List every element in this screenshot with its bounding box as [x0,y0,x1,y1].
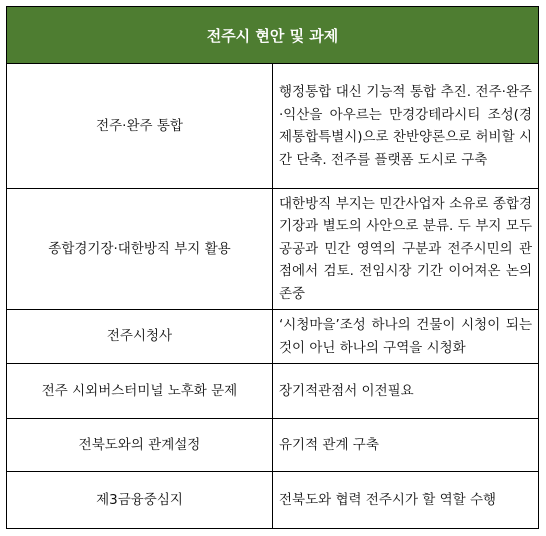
table-row [7,310,539,364]
table-row [7,189,539,310]
table-title: 전주시 현안 및 과제 [7,7,539,64]
table-header-row [7,7,539,64]
row-topic: 제3금융중심지 [7,472,273,529]
row-topic: 종합경기장·대한방직 부지 활용 [7,189,273,310]
table-row [7,64,539,189]
table-row [7,472,539,529]
table-row [7,364,539,419]
table-row [7,419,539,472]
row-detail: 행정통합 대신 기능적 통합 추진. 전주·완주·익산을 아우르는 만경강테라시티 조성(경제통합특별시)으로 찬반양론으로 허비할 시간 단축. 전주를 플랫폼 도시로 구축 [273,64,539,189]
row-topic: 전주 시외버스터미널 노후화 문제 [7,364,273,419]
row-detail: 대한방직 부지는 민간사업자 소유로 종합경기장과 별도의 사안으로 분류. 두 부지 모두 공공과 민간 영역의 구분과 전주시민의 관점에서 검토. 전임시장 기간 이어져온 논의 존중 [273,189,539,310]
row-detail: 전북도와 협력 전주시가 할 역할 수행 [273,472,539,529]
issues-table-container [6,6,539,528]
row-detail: ‘시청마을’조성 하나의 건물이 시청이 되는 것이 아닌 하나의 구역을 시청화 [273,310,539,364]
row-topic: 전주시청사 [7,310,273,364]
row-topic: 전북도와의 관계설정 [7,419,273,472]
issues-table [6,6,539,529]
row-detail: 유기적 관계 구축 [273,419,539,472]
row-topic: 전주·완주 통합 [7,64,273,189]
row-detail: 장기적관점서 이전필요 [273,364,539,419]
